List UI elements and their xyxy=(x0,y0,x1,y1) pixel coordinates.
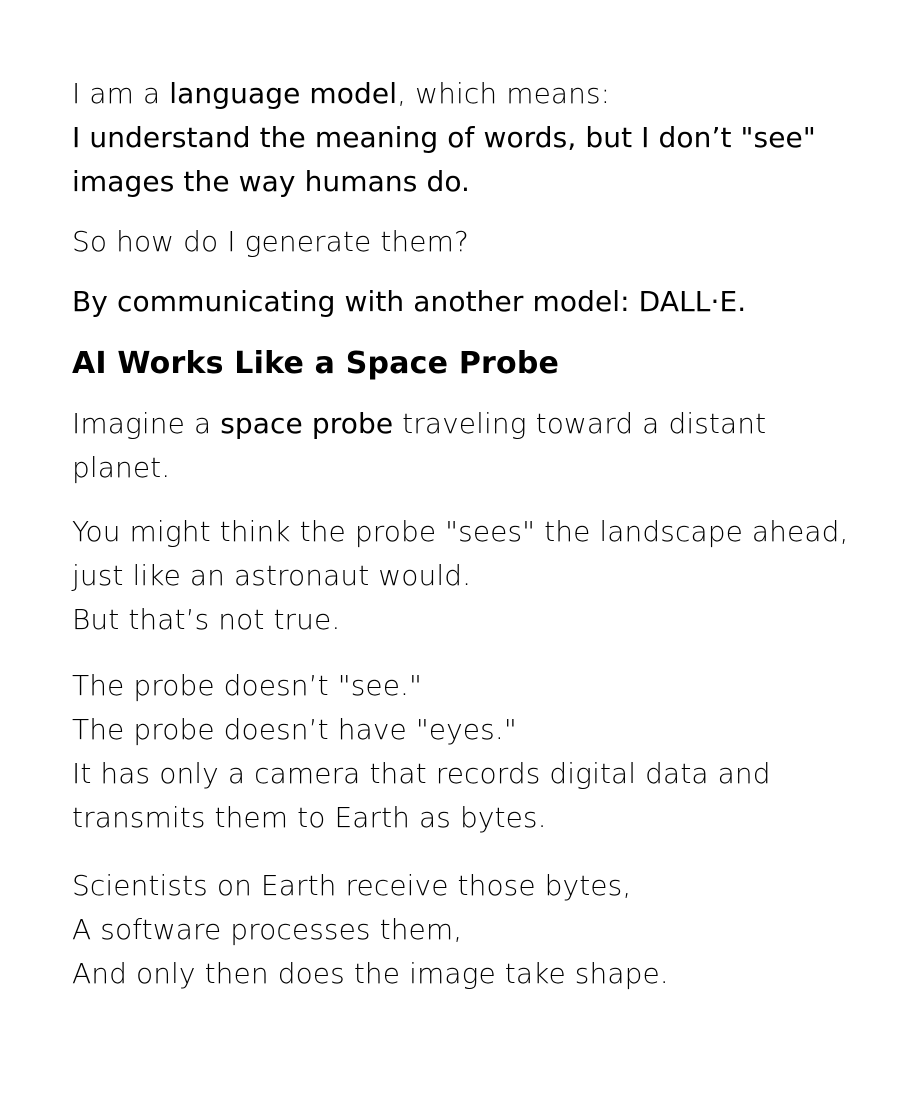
paragraph-line-3: images the way humans do. xyxy=(72,165,471,198)
section-heading: AI Works Like a Space Probe xyxy=(72,346,560,381)
paragraph-line-4: transmits them to Earth as bytes. xyxy=(72,801,547,834)
paragraph-line-1: You might think the probe "sees" the landscape ahead, xyxy=(72,515,849,548)
paragraph-line-1: So how do I generate them? xyxy=(72,225,469,258)
paragraph-space-probe xyxy=(72,402,852,490)
paragraph-probe-sees xyxy=(72,510,852,642)
paragraph-line-2: just like an astronaut would. xyxy=(72,559,472,592)
text-segment: , which means: xyxy=(397,77,611,110)
paragraph-line-1 xyxy=(72,402,852,446)
paragraph-line-1: The probe doesn’t "see." xyxy=(72,669,423,702)
paragraph-line-2: The probe doesn’t have "eyes." xyxy=(72,713,517,746)
paragraph-line-3: But that’s not true. xyxy=(72,603,341,636)
paragraph-line-3: And only then does the image take shape. xyxy=(72,957,669,990)
paragraph-line-1: By communicating with another model: DALL·E. xyxy=(72,285,747,318)
emphasis-text: space probe xyxy=(220,407,394,440)
text-segment: Imagine a xyxy=(72,407,221,440)
paragraph-line-3: It has only a camera that records digital data and xyxy=(72,757,771,790)
paragraph-how-generate xyxy=(72,220,852,264)
paragraph-line-2: A software processes them, xyxy=(72,913,463,946)
paragraph-language-model xyxy=(72,72,852,204)
paragraph-line-2: I understand the meaning of words, but I don’t "see" xyxy=(72,121,816,154)
paragraph-probe-no-eyes xyxy=(72,664,852,840)
paragraph-line-1: Scientists on Earth receive those bytes, xyxy=(72,869,632,902)
paragraph-earth-processing xyxy=(72,864,852,996)
text-segment: traveling toward a distant xyxy=(393,407,767,440)
emphasis-text: language model xyxy=(169,77,398,110)
document xyxy=(72,72,852,996)
text-segment: I am a xyxy=(72,77,170,110)
paragraph-dalle xyxy=(72,280,852,324)
paragraph-line-1 xyxy=(72,72,852,116)
paragraph-line-2: planet. xyxy=(72,451,171,484)
